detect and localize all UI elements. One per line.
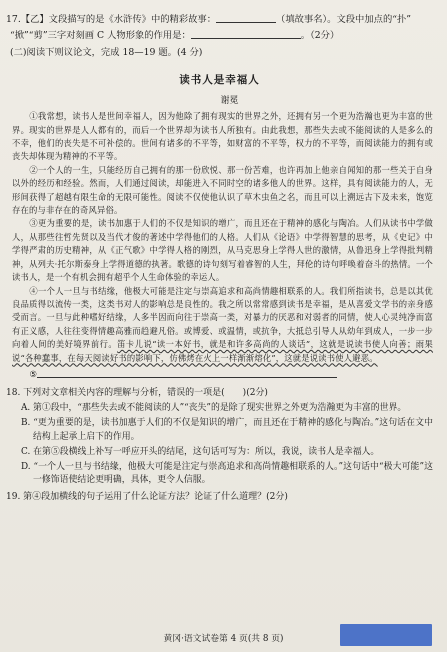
q17-text-d: 。（2分） xyxy=(300,30,340,42)
blue-overlay-box xyxy=(340,624,432,646)
article-paragraph-2: ②一个人的一生，只能经历自己拥有的那一份欣悦、那一份苦难，也许再加上他亲自闻知的那一些关于自身以外的经历和经验。然而，人们通过阅读，却能进入不同时空的诸多他人的世界。这样，具有阅读能力的人，无形间获得了超越有限生命的无限可能性。阅读不仅使他认识了草木虫鱼之名，而且可以上溯远古下及未来，饱览存在的与非存在的奇风异俗。 xyxy=(12,164,433,216)
q19-stem: 19. 第④段加横线的句子运用了什么论证方法？论证了什么道理？(2分) xyxy=(6,492,288,503)
q18-option-a[interactable]: A. 第①段中，“那些失去或不能阅读的人”“丧失”的是除了现实世界之外更为浩瀚更为丰富的世界。 xyxy=(21,403,407,414)
q18-option-d[interactable]: D. “一个人一旦与书结缘，他极大可能是注定与崇高追求和高尚情趣相联系的人。”这句话中“极大可能”这一修饰语使结论更明确，具体，更令人信服。 xyxy=(21,461,433,486)
q17-text-a: 17.【乙】文段描写的是《水浒传》中的精彩故事： xyxy=(6,14,217,25)
paragraph-5-marker: ⑤ xyxy=(29,369,38,380)
q17-answer-blank-1[interactable] xyxy=(216,12,276,23)
article-paragraph-4 xyxy=(12,285,433,365)
article-title: 读书人是幸福人 xyxy=(179,74,260,87)
paragraph-5-blank[interactable] xyxy=(37,367,337,378)
paragraph-4-text: ④一个人一旦与书结缘，他极大可能是注定与崇高追求和高尚情趣相联系的人。我们所指读书，总是以其优良品质得以流传一类，这类书对人的影响总是良性的。我之所以常常感到读书是幸福，是从喜爱文学书的亲身感受而言。一旦与此种嗜好结缘，人多半因而向往于崇高一类，对暴力的厌恶和对弱者的同情，使人心灵纯净而富有正义感，人往往变得情趣高雅而趋避凡俗。或博爱、或温情，或抗争，大抵总引导人从幼年到成人，一步一步向着人间的美好境界前行。 xyxy=(12,285,433,350)
q17-line2 xyxy=(6,28,433,44)
q17-answer-blank-2[interactable] xyxy=(191,28,301,39)
article-paragraph-1: ①我常想，读书人是世间幸福人，因为他除了拥有现实的世界之外，还拥有另一个更为浩瀚也更为丰富的世界。现实的世界是人人都有的，而后一个世界却为读书人所独有。由此我想，那些失去或不能阅读的人是多么的不幸，他们的丧失是不可补偿的。世间有诸多的不平等，如财富的不平等，权力的不平等，而阅读能力的拥有或丧失却体现为精神的不平等。 xyxy=(12,111,433,162)
q18-stem: 18. 下列对文章相关内容的理解与分析，错误的一项是( )(2分) xyxy=(6,388,268,399)
q17-line1 xyxy=(6,12,433,28)
q18-option-c[interactable]: C. 在第⑤段横线上补写一呼应开头的结尾，这句话可写为：所以，我说，读书人是幸福人。 xyxy=(21,446,380,457)
q17-text-b: （填故事名）。文段中加点的“扑” xyxy=(276,14,412,25)
article-author: 谢冕 xyxy=(220,96,239,107)
section-intro: (二)阅读下则议论文，完成 18—19 题。(4 分) xyxy=(10,46,203,58)
article-paragraph-5 xyxy=(12,367,433,382)
page-footer: 黄冈·语文试卷第 4 页(共 8 页) xyxy=(163,634,284,644)
article-paragraph-3: ③更为重要的是，读书加惠于人们的不仅是知识的增广，而且还在于精神的感化与陶冶。人们从读书中学做人，从那些往哲先贤以及当代才俊的著述中学得他们的人格。人们从《论语》中学得智慧的思考，从《史记》中学得严肃的历史精神，从《正气歌》中学得人格的刚烈，从马克思身上学得人世的激情，从鲁迅身上学得批判精神，从列夫·托尔斯泰身上学得道德的执著。歌德的诗句刻写着睿智的人生，拜伦的诗句呼唤着奋斗的热情。一个读书人，是一个有机会拥有超乎个人生命体验的幸运人。 xyxy=(12,218,433,283)
paragraph-4-underlined-sentence: 笛卡儿说“读一本好书，就是和许多高尚的人谈话”，这就是说读书使人向善；雨果说“各种蠢事，在每天阅读好书的影响下，仿佛烤在火上一样渐渐熔化”，这就是说读书使人避恶。 xyxy=(12,339,433,363)
q17-text-c: “掀”“剪”三字对刻画 C 人物形象的作用是： xyxy=(10,30,191,42)
q18-option-b[interactable]: B. “更为重要的是，读书加惠于人们的不仅是知识的增广，而且还在于精神的感化与陶冶。”这句话在文中结构上起承上启下的作用。 xyxy=(21,418,433,442)
